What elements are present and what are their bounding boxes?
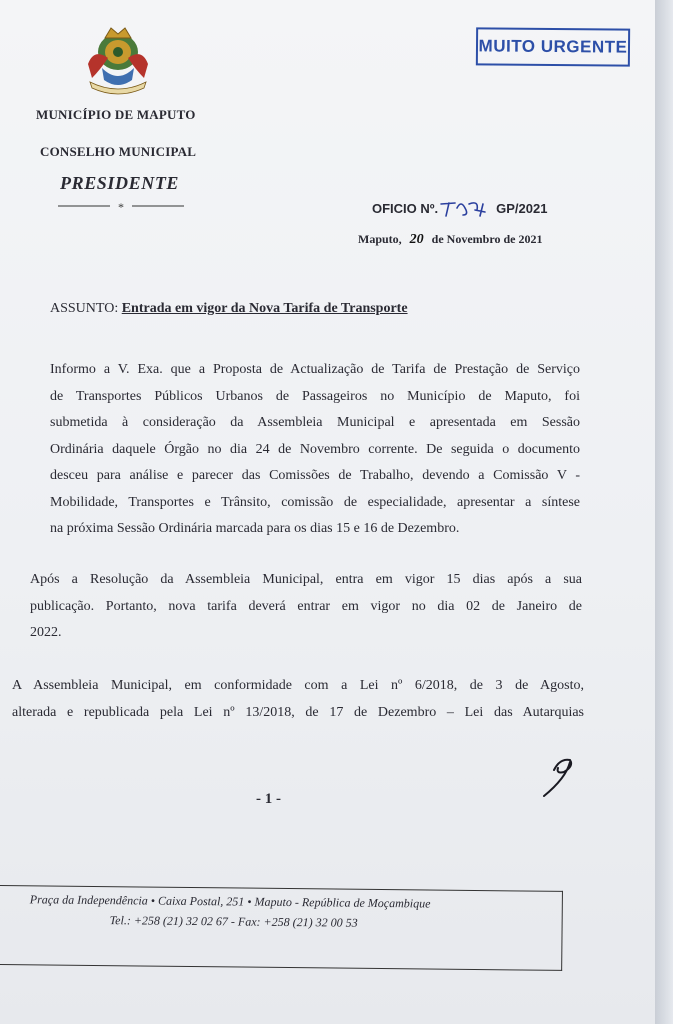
oficio-prefix: OFICIO Nº.	[372, 200, 439, 216]
paragraph-line: submetida à consideração da Assembleia Municipal e apresentada em Sessão	[50, 415, 580, 430]
paragraph-line: publicação. Portanto, nova tarifa deverá entrar em vigor no dia 02 de Janeiro de	[30, 598, 582, 614]
paragraph-3	[12, 673, 584, 726]
paragraph-line: Informo a V. Exa. que a Proposta de Actualização de Tarifa de Prestação de Serviço	[50, 362, 580, 377]
president-title: PRESIDENTE	[60, 173, 180, 193]
paragraph-line: A Assembleia Municipal, em conformidade com a Lei nº 6/2018, de 3 de Agosto,	[12, 678, 584, 693]
page-edge	[655, 0, 673, 1024]
paragraph-line: desceu para análise e parecer das Comissões de Trabalho, devendo a Comissão V -	[50, 468, 580, 483]
council-name: CONSELHO MUNICIPAL	[40, 144, 197, 159]
oficio-suffix: GP/2021	[496, 200, 548, 216]
footer-address: Praça da Independência • Caixa Postal, 251 • Maputo - República de Moçambique	[29, 892, 431, 911]
subject-label: ASSUNTO:	[50, 301, 119, 316]
oficio-reference	[372, 198, 547, 218]
paragraph-line: Ordinária daquele Órgão no dia 24 de Novembro corrente. De seguida o documento	[50, 441, 580, 457]
urgent-stamp: MUITO URGENTE	[476, 27, 630, 66]
initials-signature-icon	[536, 752, 586, 800]
subject-text: Entrada em vigor da Nova Tarifa de Transporte	[121, 301, 408, 316]
footer-box	[0, 885, 563, 971]
paragraph-line: de Transportes Públicos Urbanos de Passageiros no Município de Maputo, foi	[50, 388, 580, 404]
municipality-name: MUNICÍPIO DE MAPUTO	[36, 107, 196, 122]
municipal-emblem-icon	[78, 24, 158, 100]
header-divider	[58, 200, 184, 212]
paragraph-2	[30, 567, 582, 647]
divider-star: *	[118, 200, 124, 212]
handwritten-number-icon	[439, 198, 495, 218]
paragraph-line: Mobilidade, Transportes e Trânsito, comissão de especialidade, apresentar a síntese	[50, 494, 580, 510]
document-date	[358, 232, 542, 248]
date-city: Maputo,	[358, 232, 402, 246]
paragraph-line: na próxima Sessão Ordinária marcada para os dias 15 e 16 de Dezembro.	[50, 521, 460, 536]
paragraph-line: 2022.	[30, 625, 62, 640]
date-day: 20	[409, 232, 424, 247]
paragraph-line: alterada e republicada pela Lei nº 13/2018, de 17 de Dezembro – Lei das Autarquias	[12, 704, 584, 720]
date-rest: de Novembro de 2021	[431, 232, 543, 246]
paragraph-line: Após a Resolução da Assembleia Municipal, entra em vigor 15 dias após a sua	[30, 572, 582, 587]
subject-line	[50, 301, 408, 317]
footer-contacts: Tel.: +258 (21) 32 02 67 - Fax: +258 (21) 32 00 53	[109, 913, 358, 930]
page-number: - 1 -	[256, 791, 281, 807]
paragraph-1	[50, 357, 580, 543]
